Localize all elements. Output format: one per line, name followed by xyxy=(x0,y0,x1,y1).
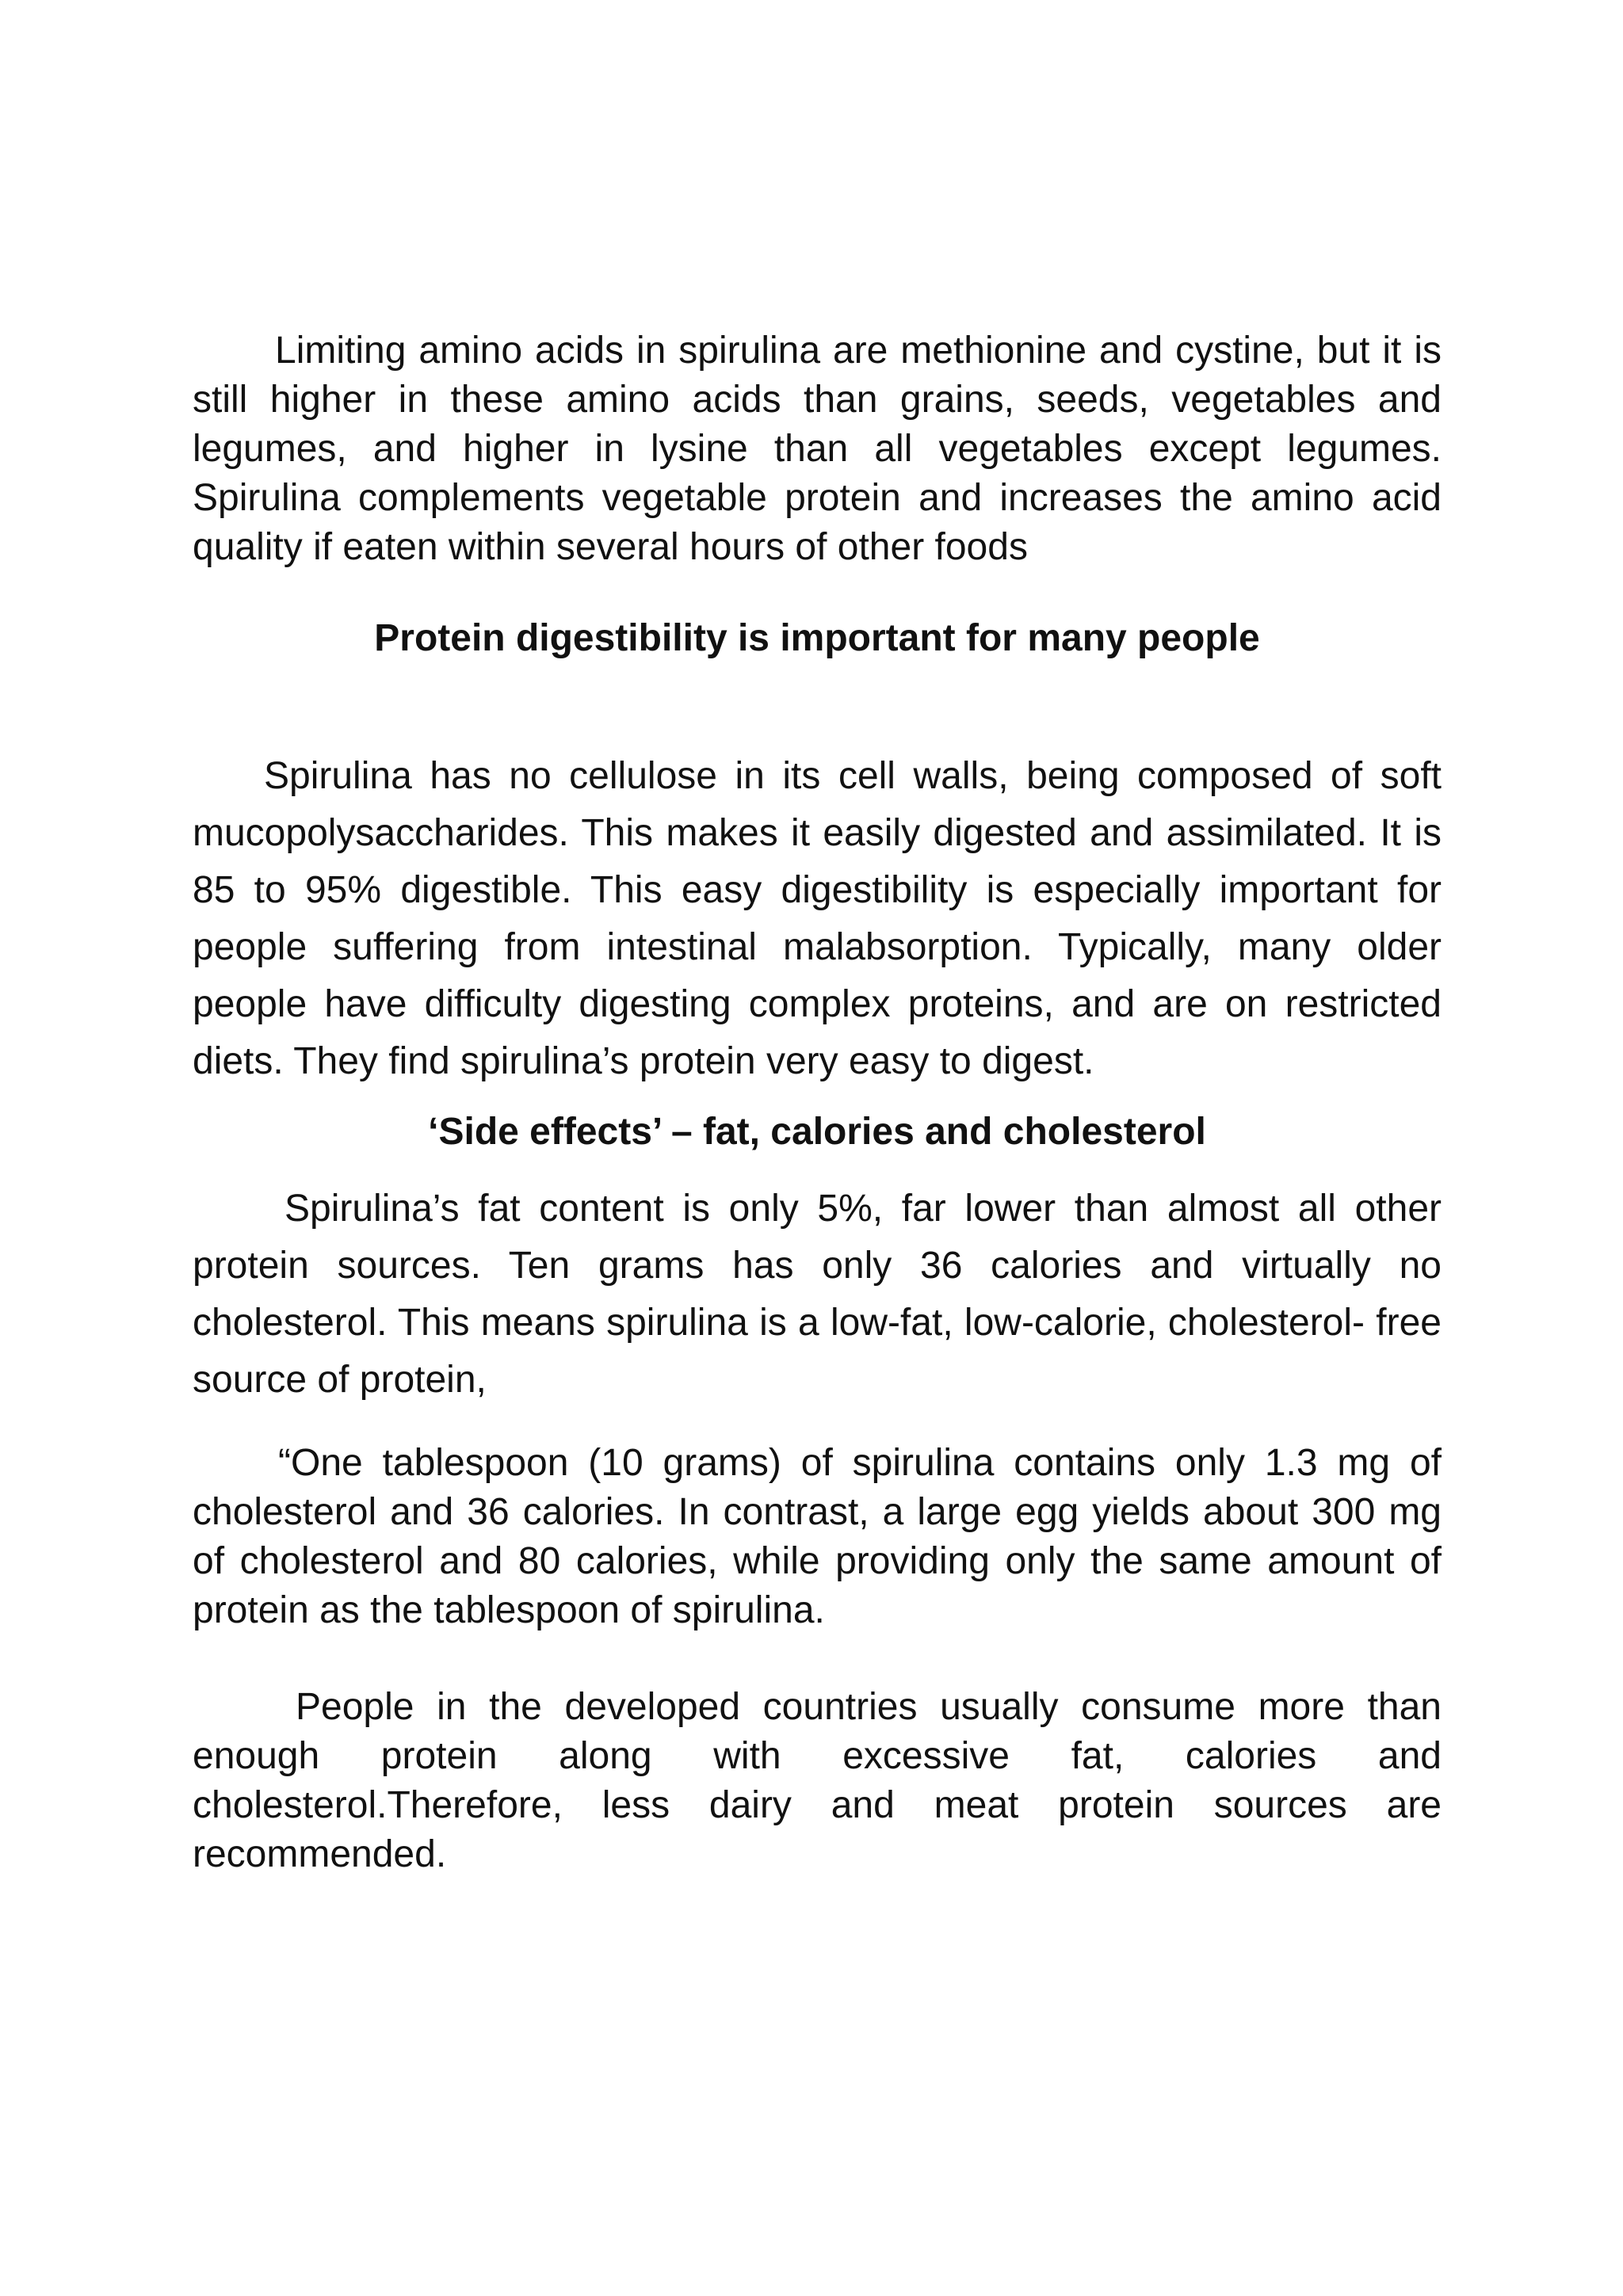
document-body xyxy=(193,326,1442,1879)
paragraph-developed-countries: People in the developed countries usually consume more than enough protein along with excessive fat, calories and cholesterol.Therefore, less dairy and meat protein sources are recommended. xyxy=(193,1686,1442,1875)
heading-protein-digestibility: Protein digestibility is important for many people xyxy=(374,617,1260,659)
paragraph-spirulina-cellulose: Spirulina has no cellulose in its cell walls, being composed of soft mucopolysaccharides. This makes it easily digested and assimilated. It is 85 to 95% digestible. This easy digestibility is especially important for people suffering from intestinal malabsorption. Typically, many older people have difficulty digesting complex proteins, and are on restricted diets. They find spirulina’s protein very easy to digest. xyxy=(193,755,1442,1082)
heading-side-effects: ‘Side effects’ – fat, calories and cholesterol xyxy=(428,1111,1206,1153)
paragraph-fat-content: Spirulina’s fat content is only 5%, far lower than almost all other protein sources. Ten grams has only 36 calories and virtually no cholesterol. This means spirulina is a low-fat, low-calorie, cholesterol- free source of protein, xyxy=(193,1188,1442,1401)
paragraph-tablespoon-comparison: “One tablespoon (10 grams) of spirulina contains only 1.3 mg of cholesterol and 36 calories. In contrast, a large egg yields about 300 mg of cholesterol and 80 calories, while providing only the same amount of protein as the tablespoon of spirulina. xyxy=(193,1442,1442,1631)
paragraph-limiting-amino-acids: Limiting amino acids in spirulina are methionine and cystine, but it is still higher in these amino acids than grains, seeds, vegetables and legumes, and higher in lysine than all vegetables except legumes. Spirulina complements vegetable protein and increases the amino acid quality if eaten within several hours of other foods xyxy=(193,330,1442,568)
